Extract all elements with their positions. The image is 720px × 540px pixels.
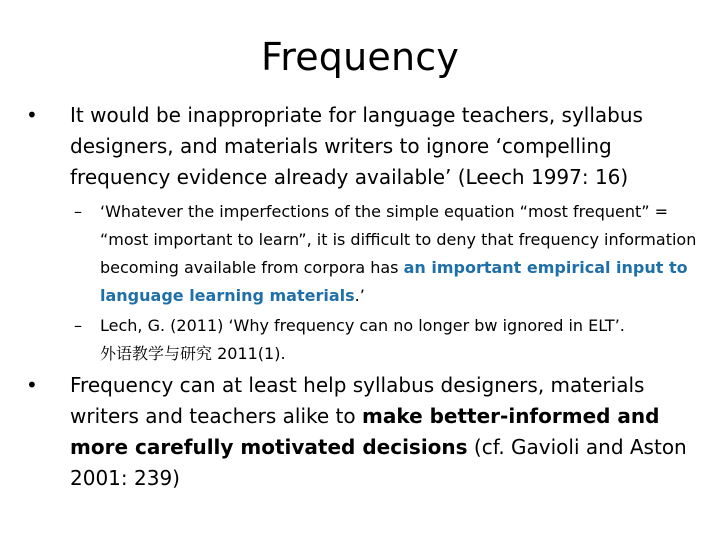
dash-glyph: – [74, 316, 82, 335]
citation-line: Lech, G. (2011) ‘Why frequency can no longer bw ignored in ELT’. [100, 316, 625, 335]
subbullet-1 [74, 198, 702, 310]
subbullet-2 [74, 312, 702, 368]
bullet-glyph: • [26, 103, 38, 127]
bullet-2-text-end: (cf. Gavioli and Aston 2001: 239) [70, 435, 687, 490]
citation-journal: 外语教学与研究 2011(1). [100, 344, 286, 363]
quote-text: ‘Whatever the imperfections of the simple equation “most frequent” = “most important to learn”, it is difficult to deny that frequency information becoming available from corpora has [100, 202, 697, 277]
bullet-glyph: • [26, 373, 38, 397]
bullet-1 [26, 100, 688, 193]
dash-glyph: – [74, 202, 82, 221]
subbullet-1-text [100, 198, 702, 310]
bullet-2-text [70, 370, 688, 494]
bullet-2-bold: make better-informed and more carefully motivated decisions [70, 404, 660, 459]
bullet-1-text: It would be inappropriate for language teachers, syllabus designers, and materials writers to ignore ‘compelling frequency evidence already available’ (Leech 1997: 16) [70, 103, 643, 189]
quote-highlight: an important empirical input to language learning materials [100, 258, 688, 305]
quote-end: .’ [354, 286, 365, 305]
bullet-2 [26, 370, 688, 494]
slide-title: Frequency [260, 35, 460, 79]
subbullet-2-text [100, 312, 702, 368]
bullet-2-text-start: Frequency can at least help syllabus designers, materials writers and teachers alike to [70, 373, 645, 428]
